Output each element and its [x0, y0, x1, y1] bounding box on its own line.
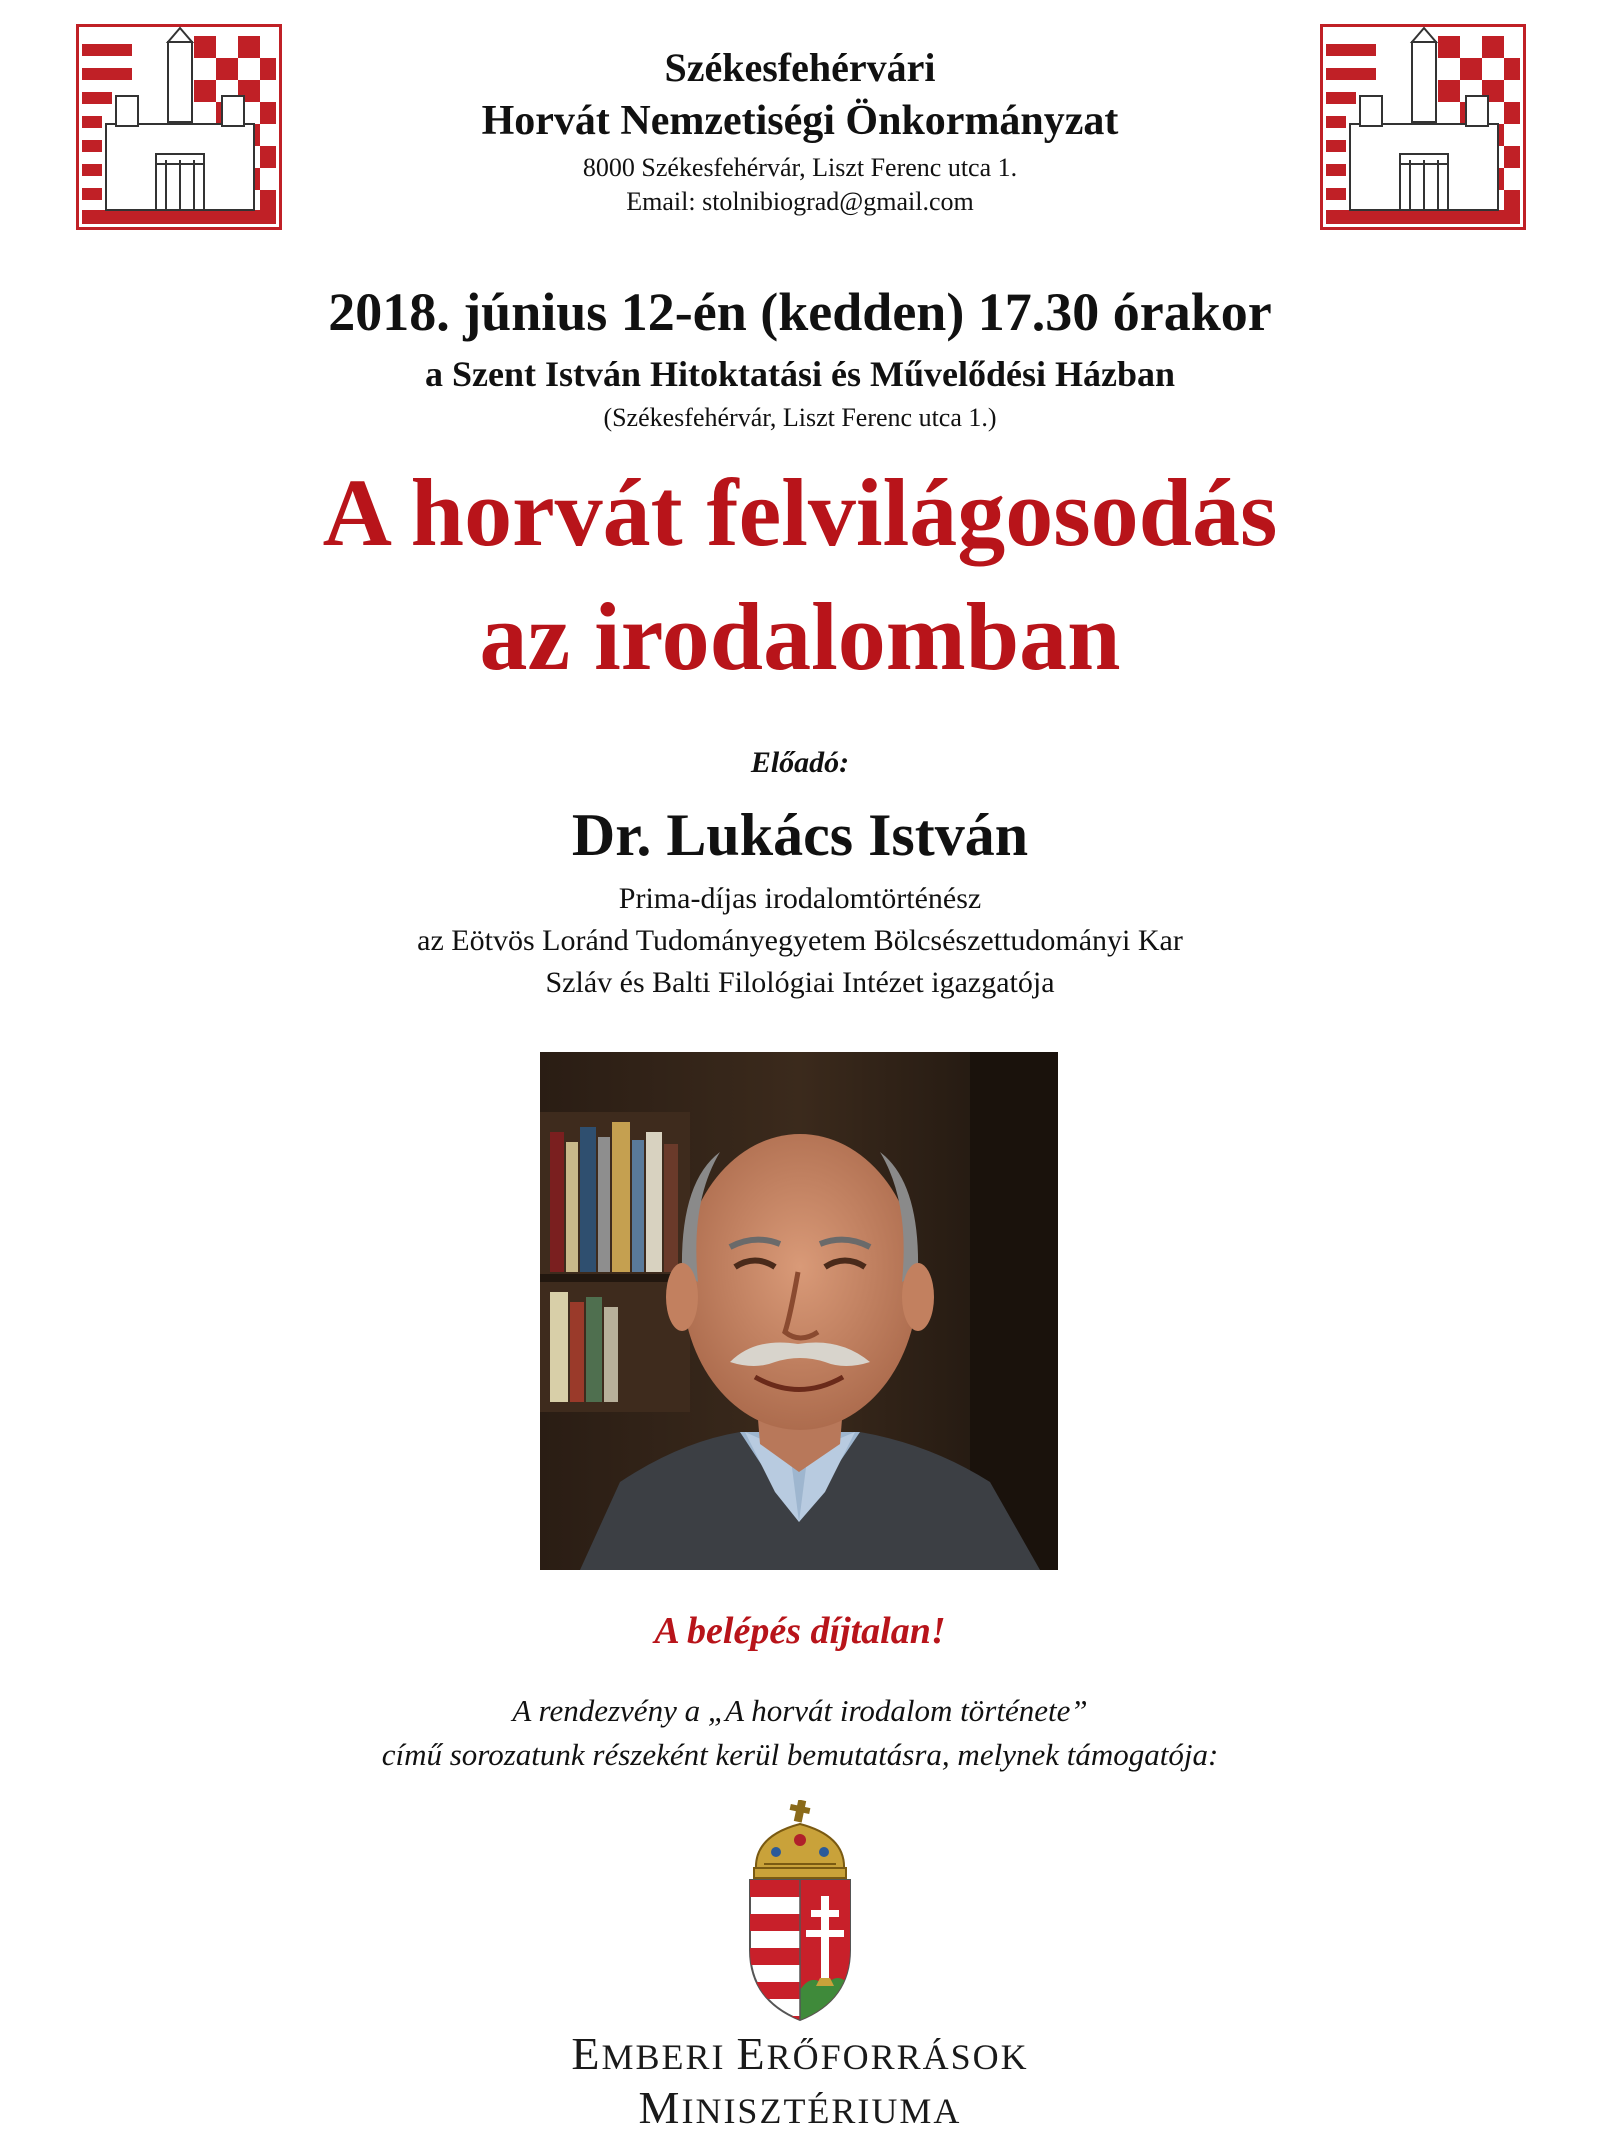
event-title-line1: A horvát felvilágosodás	[322, 459, 1278, 566]
speaker-name: Dr. Lukács István	[571, 802, 1029, 868]
event-venue: a Szent István Hitoktatási és Művelődési Házban	[424, 354, 1176, 394]
ministry-line1-rest2: RŐFORRÁSOK	[766, 2037, 1029, 2077]
ministry-name-line2	[0, 2082, 1600, 2137]
series-note-line2: című sorozatunk részeként kerül bemutatásra, melynek támogatója:	[381, 1737, 1219, 1772]
ministry-line1-cap2: E	[736, 2028, 767, 2079]
org-email: Email: stolnibiograd@gmail.com	[626, 187, 974, 216]
hungarian-coat-of-arms-icon	[742, 1800, 858, 2022]
free-entry-notice: A belépés díjtalan!	[654, 1610, 946, 1652]
org-name-line1: Székesfehérvári	[664, 45, 936, 90]
org-address: 8000 Székesfehérvár, Liszt Ferenc utca 1.	[582, 153, 1018, 182]
series-note-line1: A rendezvény a „A horvát irodalom története”	[512, 1693, 1088, 1728]
ministry-name-line1	[0, 2028, 1600, 2083]
speaker-description-3: Szláv és Balti Filológiai Intézet igazgatója	[545, 966, 1055, 999]
speaker-description-1: Prima-díjas irodalomtörténész	[618, 882, 982, 915]
ministry-line2-cap: M	[638, 2082, 682, 2133]
ministry-line1-cap1: E	[571, 2028, 602, 2079]
speaker-label: Előadó:	[750, 746, 850, 779]
event-address: (Székesfehérvár, Liszt Ferenc utca 1.)	[603, 403, 997, 432]
event-date: 2018. június 12-én (kedden) 17.30 órakor	[328, 282, 1272, 342]
org-name-line2: Horvát Nemzetiségi Önkormányzat	[481, 98, 1119, 144]
speaker-description-2: az Eötvös Loránd Tudományegyetem Bölcsészettudományi Kar	[417, 924, 1183, 957]
ministry-line2-rest: INISZTÉRIUMA	[681, 2091, 962, 2131]
ministry-line1-rest1: MBERI	[601, 2037, 737, 2077]
speaker-photo	[540, 1052, 1058, 1570]
event-title-line2: az irodalomban	[479, 583, 1121, 690]
